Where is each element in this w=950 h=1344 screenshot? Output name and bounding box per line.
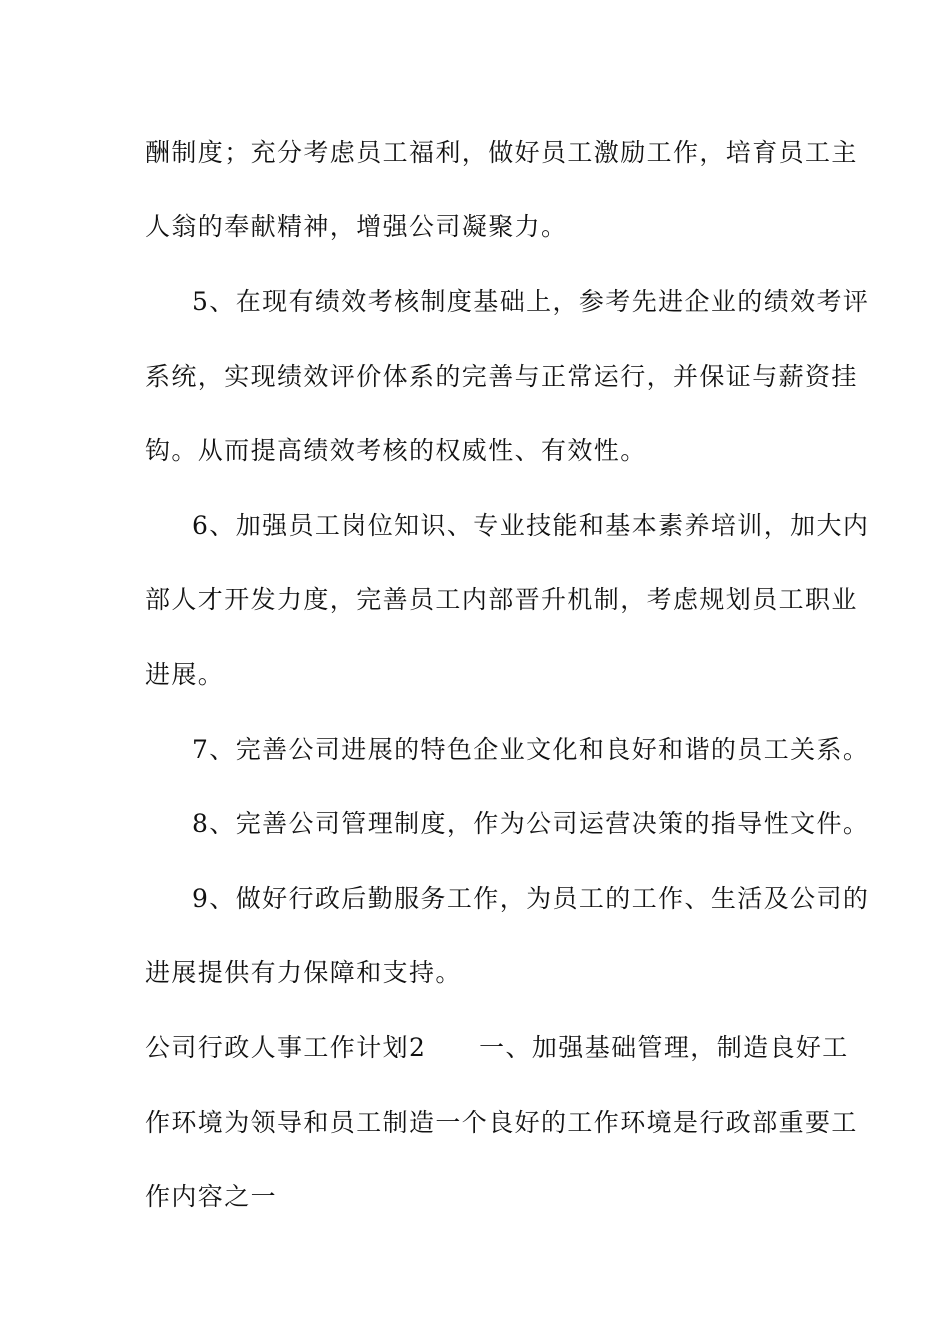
text-line: 作环境为领导和员工制造一个良好的工作环境是行政部重要工 <box>145 1108 858 1137</box>
text-line: 9、做好行政后勤服务工作，为员工的工作、生活及公司的 <box>192 884 870 913</box>
text-line: 部人才开发力度，完善员工内部晋升机制，考虑规划员工职业 <box>145 585 858 614</box>
text-line: 进展提供有力保障和支持。 <box>145 958 462 987</box>
text-line: 钩。从而提高绩效考核的权威性、有效性。 <box>145 436 647 465</box>
text-line: 7、完善公司进展的特色企业文化和良好和谐的员工关系。 <box>192 735 870 764</box>
text-line: 8、完善公司管理制度，作为公司运营决策的指导性文件。 <box>192 809 870 838</box>
text-line: 人翁的奉献精神，增强公司凝聚力。 <box>145 212 568 241</box>
text-line: 5、在现有绩效考核制度基础上，参考先进企业的绩效考评 <box>192 287 870 316</box>
text-line: 公司行政人事工作计划2 一、加强基础管理，制造良好工 <box>145 1033 849 1062</box>
text-line: 作内容之一 <box>145 1182 278 1211</box>
text-line: 进展。 <box>145 660 225 689</box>
text-line: 系统，实现绩效评价体系的完善与正常运行，并保证与薪资挂 <box>145 362 858 391</box>
text-line: 酬制度；充分考虑员工福利，做好员工激励工作，培育员工主 <box>145 138 858 167</box>
text-line: 6、加强员工岗位知识、专业技能和基本素养培训，加大内 <box>192 511 870 540</box>
